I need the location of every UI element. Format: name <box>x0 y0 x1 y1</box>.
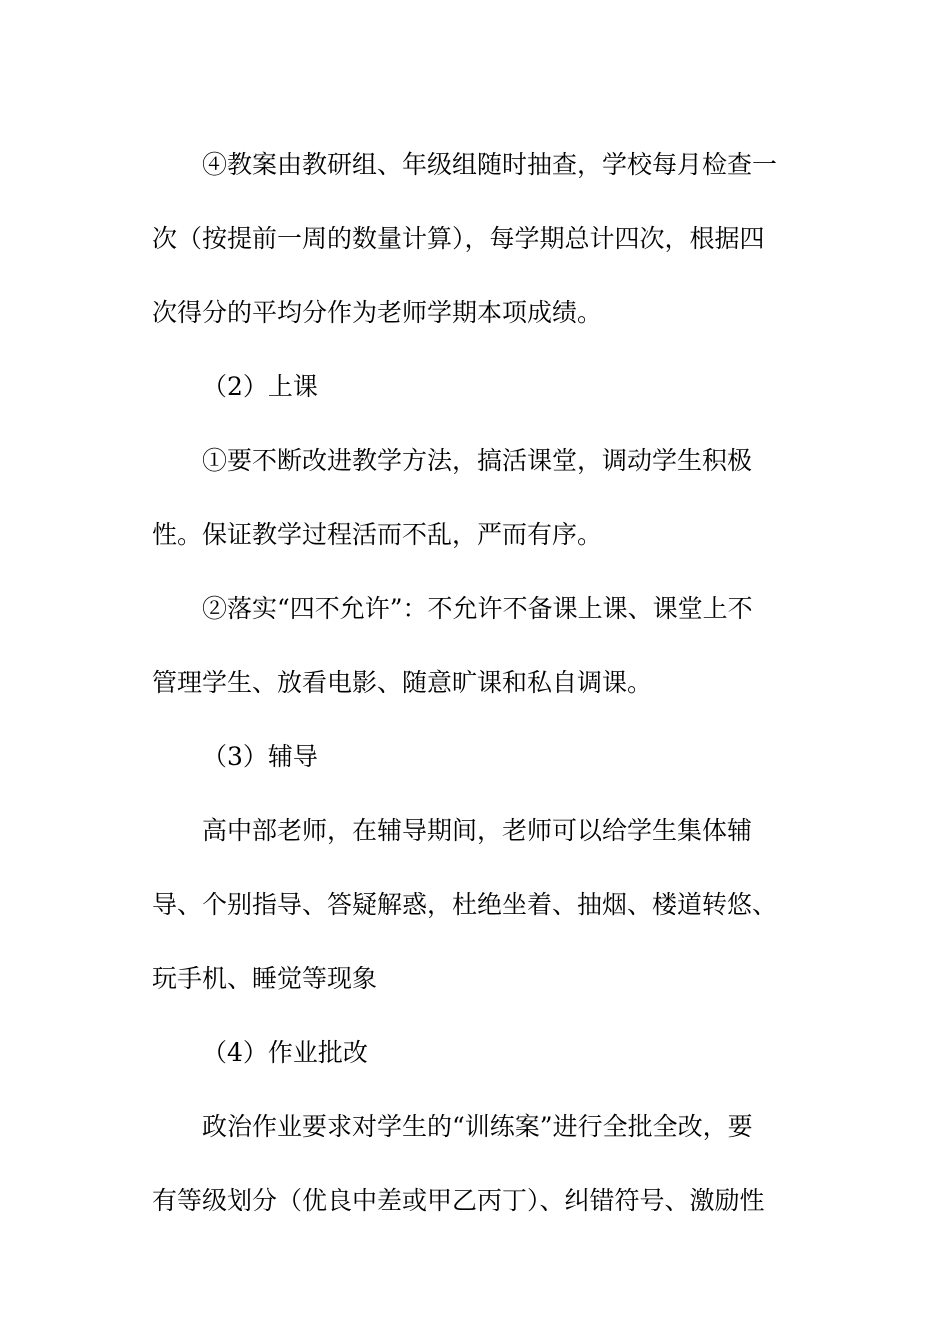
paragraph-line: ②落实“四不允许”：不允许不备课上课、课堂上不 <box>202 594 753 623</box>
paragraph-line: 导、个别指导、答疑解惑，杜绝坐着、抽烟、楼道转悠、 <box>152 890 778 919</box>
paragraph-line: 次（按提前一周的数量计算），每学期总计四次，根据四 <box>152 224 765 253</box>
section-heading-tutoring: （3）辅导 <box>202 742 318 771</box>
paragraph-line: 次得分的平均分作为老师学期本项成绩。 <box>152 298 603 327</box>
paragraph-line: ①要不断改进教学方法，搞活课堂，调动学生积极 <box>202 446 753 475</box>
paragraph-line: 性。保证教学过程活而不乱，严而有序。 <box>152 520 603 549</box>
paragraph-line: 有等级划分（优良中差或甲乙丙丁）、纠错符号、激励性 <box>152 1186 765 1215</box>
section-heading-lesson: （2）上课 <box>202 372 318 401</box>
paragraph-line: 管理学生、放看电影、随意旷课和私自调课。 <box>152 668 653 697</box>
document-body <box>152 128 792 1238</box>
paragraph-line: 玩手机、睡觉等现象 <box>152 964 378 993</box>
paragraph-line: ④教案由教研组、年级组随时抽查，学校每月检查一 <box>202 150 778 179</box>
paragraph-line: 高中部老师，在辅导期间，老师可以给学生集体辅 <box>202 816 753 845</box>
paragraph-line: 政治作业要求对学生的“训练案”进行全批全改，要 <box>202 1112 753 1141</box>
section-heading-homework: （4）作业批改 <box>202 1038 368 1067</box>
